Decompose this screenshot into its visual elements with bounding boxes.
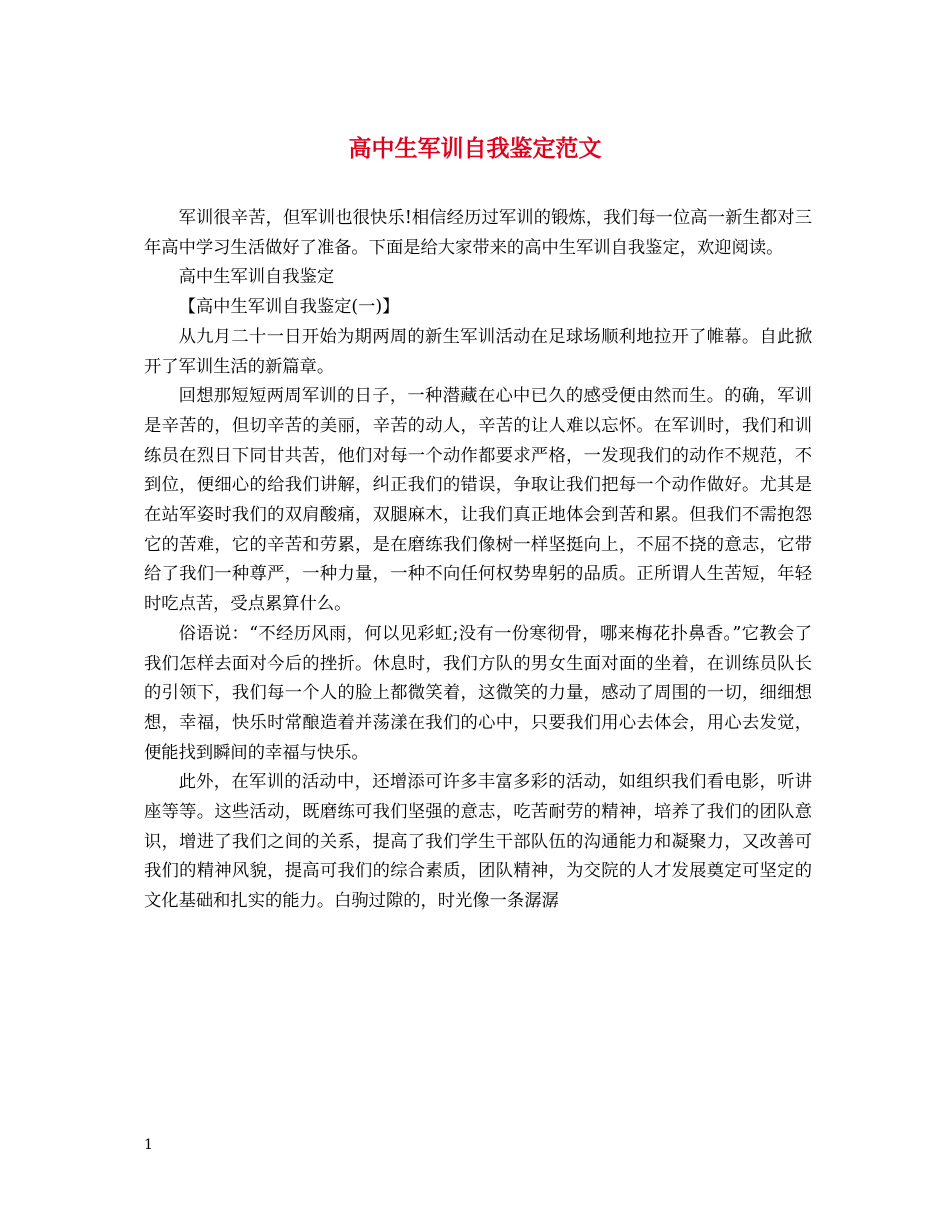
page-number: 1 [144,1137,153,1153]
document-title: 高中生军训自我鉴定范文 [348,135,602,162]
document-body [144,204,812,917]
paragraph-reflection: 回想那短短两周军训的日子，一种潜藏在心中已久的感受便由然而生。的确，军训是辛苦的，但切辛苦的美丽，辛苦的动人，辛苦的让人难以忘怀。在军训时，我们和训练员在烈日下同甘共苦，他们对每一个动作都要求严格，一发现我们的动作不规范，不到位，便细心的给我们讲解，纠正我们的错误，争取让我们把每一个动作做好。尤其是在站军姿时我们的双肩酸痛，双腿麻木，让我们真正地体会到苦和累。但我们不需抱怨它的苦难，它的辛苦和劳累，是在磨练我们像树一样坚挺向上，不屈不挠的意志，它带给了我们一种尊严，一种力量，一种不向任何权势卑躬的品质。正所谓人生苦短，年轻时吃点苦，受点累算什么。 [144,386,812,615]
paragraph-start: 从九月二十一日开始为期两周的新生军训活动在足球场顺利地拉开了帷幕。自此掀开了军训生活的新篇章。 [144,326,812,377]
paragraph-proverb: 俗语说：“不经历风雨，何以见彩虹;没有一份寒彻骨，哪来梅花扑鼻香。”它教会了我们怎样去面对今后的挫折。休息时，我们方队的男女生面对面的坐着，在训练员队长的引领下，我们每一个人的脸上都微笑着，这微笑的力量，感动了周围的一切，细细想想，幸福，快乐时常酿造着并荡漾在我们的心中，只要我们用心去体会，用心去发觉，便能找到瞬间的幸福与快乐。 [144,623,812,763]
paragraph-activities: 此外，在军训的活动中，还增添可许多丰富多彩的活动，如组织我们看电影，听讲座等等。这些活动，既磨练可我们坚强的意志，吃苦耐劳的精神，培养了我们的团队意识，增进了我们之间的关系，提高了我们学生干部队伍的沟通能力和凝聚力，又改善可我们的精神风貌，提高可我们的综合素质，团队精神，为交院的人才发展奠定可坚定的文化基础和扎实的能力。白驹过隙的，时光像一条潺潺 [144,772,812,912]
paragraph-subheading: 【高中生军训自我鉴定(一)】 [178,297,400,318]
paragraph-section-heading: 高中生军训自我鉴定 [178,267,335,288]
paragraph-intro: 军训很辛苦，但军训也很快乐!相信经历过军训的锻炼，我们每一位高一新生都对三年高中学习生活做好了准备。下面是给大家带来的高中生军训自我鉴定，欢迎阅读。 [144,208,812,258]
